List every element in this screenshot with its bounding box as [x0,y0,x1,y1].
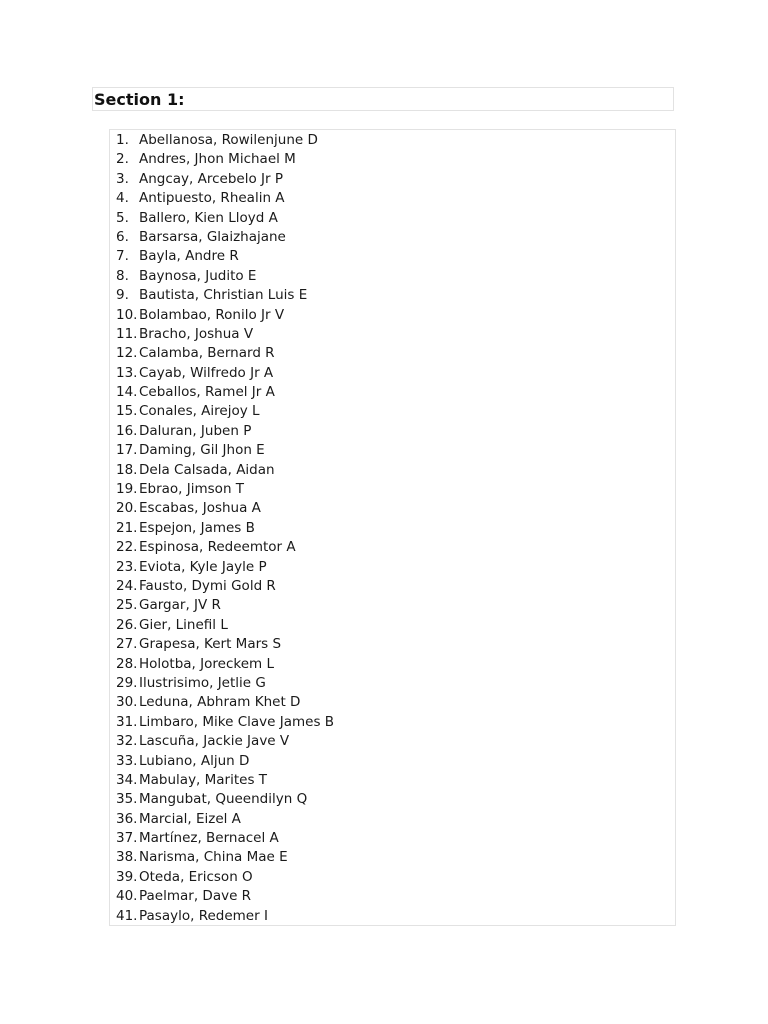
list-item [116,655,334,674]
list-item-number: 17. [116,442,138,459]
list-item-number: 32. [116,733,138,750]
list-item [116,868,334,887]
list-item-name: Grapesa, Kert Mars S [139,636,282,653]
list-item-name: Bayla, Andre R [139,248,239,265]
list-item [116,713,334,732]
list-item-number: 26. [116,616,138,633]
list-item-number: 7. [116,248,129,265]
list-item-number: 23. [116,558,138,575]
list-item-name: Mabulay, Marites T [139,771,268,788]
list-item [116,402,334,421]
list-item [116,150,334,169]
list-item-name: Ebrao, Jimson T [139,481,245,498]
list-item-number: 30. [116,694,138,711]
list-item-name: Bracho, Joshua V [139,325,254,342]
list-item-name: Barsarsa, Glaizhajane [139,228,286,245]
list-item [116,344,334,363]
list-item-number: 34. [116,771,138,788]
list-item [116,848,334,867]
list-item-name: Conales, Airejoy L [139,403,260,420]
list-item [116,732,334,751]
list-item [116,247,334,266]
list-item-number: 12. [116,345,138,362]
list-item-name: Escabas, Joshua A [139,500,261,517]
student-list-box [109,129,676,926]
list-item [116,383,334,402]
student-list [116,131,334,926]
list-item-name: Espinosa, Redeemtor A [139,539,296,556]
list-item [116,771,334,790]
list-item-name: Dela Calsada, Aidan [139,461,275,478]
list-item-name: Gargar, JV R [139,597,221,614]
list-item-name: Ceballos, Ramel Jr A [139,384,275,401]
list-item [116,422,334,441]
list-item-name: Lubiano, Aljun D [139,752,250,769]
list-item-number: 40. [116,888,138,905]
list-item-number: 20. [116,500,138,517]
list-item-number: 22. [116,539,138,556]
list-item-number: 18. [116,461,138,478]
list-item [116,499,334,518]
list-item-number: 1. [116,132,129,148]
list-item-name: Oteda, Ericson O [139,868,253,885]
list-item-number: 33. [116,752,138,769]
list-item-name: Andres, Jhon Michael M [139,151,296,168]
list-item-name: Angcay, Arcebelo Jr P [139,170,283,187]
list-item [116,170,334,189]
list-item [116,131,334,150]
list-item-name: Lascuña, Jackie Jave V [139,733,290,750]
list-item [116,480,334,499]
list-item-name: Fausto, Dymi Gold R [139,577,276,594]
list-item [116,364,334,383]
list-item [116,635,334,654]
list-item [116,887,334,906]
list-item [116,558,334,577]
list-item-number: 25. [116,597,138,614]
list-item-name: Gier, Linefil L [139,616,228,633]
list-item-number: 35. [116,791,138,808]
list-item-number: 24. [116,577,138,594]
list-item-name: Daming, Gil Jhon E [139,442,265,459]
list-item-number: 28. [116,655,138,672]
list-item [116,441,334,460]
list-item-name: Eviota, Kyle Jayle P [139,558,267,575]
list-item-name: Cayab, Wilfredo Jr A [139,364,274,381]
list-item [116,577,334,596]
list-item [116,228,334,247]
list-item-name: Limbaro, Mike Clave James B [139,713,335,730]
list-item-name: Abellanosa, Rowilenjune D [139,132,318,148]
list-item [116,519,334,538]
list-item-number: 10. [116,306,138,323]
list-item [116,461,334,480]
list-item-number: 6. [116,228,129,245]
list-item [116,306,334,325]
section-title: Section 1: [94,90,185,109]
list-item-name: Baynosa, Judito E [139,267,257,284]
list-item-name: Daluran, Juben P [139,422,252,439]
list-item [116,693,334,712]
list-item-number: 19. [116,481,138,498]
list-item [116,616,334,635]
list-item [116,596,334,615]
list-item-number: 15. [116,403,138,420]
list-item-name: Bautista, Christian Luis E [139,287,308,304]
list-item-name: Bolambao, Ronilo Jr V [139,306,285,323]
list-item [116,810,334,829]
list-item-number: 31. [116,713,138,730]
list-item-name: Ilustrisimo, Jetlie G [139,674,266,691]
list-item [116,286,334,305]
list-item-number: 4. [116,190,129,207]
list-item [116,907,334,926]
list-item-number: 29. [116,674,138,691]
list-item-number: 3. [116,170,129,187]
list-item-number: 14. [116,384,138,401]
list-item-number: 38. [116,849,138,866]
section-header [92,87,674,111]
list-item-number: 27. [116,636,138,653]
list-item-name: Marcial, Eizel A [139,810,241,827]
list-item-number: 13. [116,364,138,381]
list-item-number: 41. [116,907,138,924]
list-item-name: Martínez, Bernacel A [139,830,279,847]
list-item-number: 16. [116,422,138,439]
list-item-name: Mangubat, Queendilyn Q [139,791,308,808]
list-item-number: 11. [116,325,138,342]
list-item-name: Ballero, Kien Lloyd A [139,209,278,226]
list-item-name: Narisma, China Mae E [139,849,288,866]
list-item-name: Calamba, Bernard R [139,345,275,362]
list-item-name: Espejon, James B [139,519,255,536]
list-item [116,752,334,771]
list-item [116,209,334,228]
list-item-number: 21. [116,519,138,536]
list-item-number: 5. [116,209,129,226]
list-item [116,267,334,286]
list-item-name: Pasaylo, Redemer I [139,907,268,924]
list-item-name: Holotba, Joreckem L [139,655,274,672]
list-item [116,538,334,557]
list-item-number: 2. [116,151,129,168]
list-item [116,189,334,208]
list-item-number: 9. [116,287,129,304]
list-item-name: Antipuesto, Rhealin A [139,190,285,207]
list-item-number: 8. [116,267,129,284]
list-item-number: 37. [116,830,138,847]
list-item [116,829,334,848]
list-item-number: 39. [116,868,138,885]
list-item [116,674,334,693]
list-item-name: Leduna, Abhram Khet D [139,694,301,711]
list-item-name: Paelmar, Dave R [139,888,252,905]
list-item [116,325,334,344]
list-item [116,790,334,809]
list-item-number: 36. [116,810,138,827]
